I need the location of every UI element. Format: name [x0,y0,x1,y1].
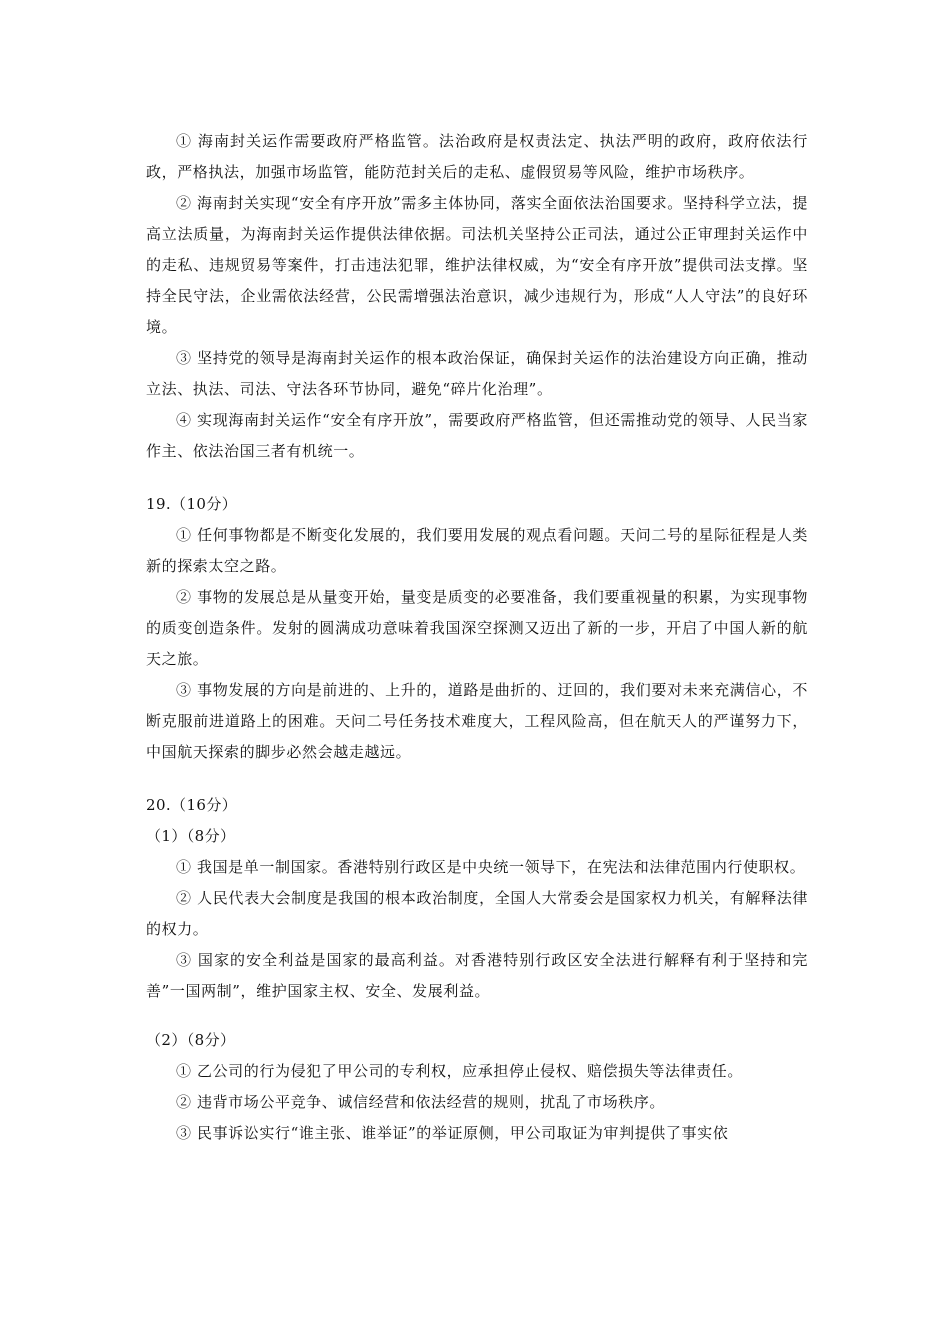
answer-paragraph: ② 事物的发展总是从量变开始，量变是质变的必要准备，我们要重视量的积累，为实现事物的质变创造条件。发射的圆满成功意味着我国深空探测又迈出了新的一步，开启了中国人新的航天之旅。 [146,588,808,668]
document-page [146,126,808,1149]
answer-paragraph: ② 人民代表大会制度是我国的根本政治制度，全国人大常委会是国家权力机关，有解释法律的权力。 [146,889,808,938]
section-20 [146,790,808,1149]
question-heading: 19.（10分） [146,495,238,513]
answer-paragraph: ③ 事物发展的方向是前进的、上升的，道路是曲折的、迂回的，我们要对未来充满信心，不断克服前进道路上的困难。天问二号任务技术难度大，工程风险高，但在航天人的严谨努力下，中国航天探索的脚步必然会越走越远。 [146,681,808,761]
answer-paragraph: ① 我国是单一制国家。香港特别行政区是中央统一领导下，在宪法和法律范围内行使职权。 [176,858,806,876]
answer-paragraph: ③ 坚持党的领导是海南封关运作的根本政治保证，确保封关运作的法治建设方向正确，推动立法、执法、司法、守法各环节协同，避免“碎片化治理”。 [146,349,808,398]
answer-paragraph: ③ 国家的安全利益是国家的最高利益。对香港特别行政区安全法进行解释有利于坚持和完善”一国两制”，维护国家主权、安全、发展利益。 [146,951,808,1000]
answer-paragraph: ② 违背市场公平竞争、诚信经营和依法经营的规则，扰乱了市场秩序。 [176,1093,665,1111]
sub-question-heading: （1）（8分） [146,827,236,845]
section-18-answers [146,126,808,467]
answer-paragraph: ① 乙公司的行为侵犯了甲公司的专利权，应承担停止侵权、赔偿损失等法律责任。 [176,1062,743,1080]
sub-question-heading: （2）（8分） [146,1031,236,1049]
section-19 [146,489,808,768]
answer-paragraph: ④ 实现海南封关运作“安全有序开放”，需要政府严格监管，但还需推动党的领导、人民当家作主、依法治国三者有机统一。 [146,411,808,460]
answer-paragraph: ① 任何事物都是不断变化发展的，我们要用发展的观点看问题。天问二号的星际征程是人类新的探索太空之路。 [146,526,808,575]
answer-paragraph: ③ 民事诉讼实行“谁主张、谁举证”的举证原侧，甲公司取证为审判提供了事实依 [176,1124,729,1142]
question-heading: 20.（16分） [146,796,238,814]
answer-paragraph: ② 海南封关实现“安全有序开放”需多主体协同，落实全面依法治国要求。坚持科学立法，提高立法质量，为海南封关运作提供法律依据。司法机关坚持公正司法，通过公正审理封关运作中的走私、违规贸易等案件，打击违法犯罪，维护法律权威，为“安全有序开放”提供司法支撑。坚持全民守法，企业需依法经营，公民需增强法治意识，减少违规行为，形成“人人守法”的良好环境。 [146,194,808,336]
answer-paragraph: ① 海南封关运作需要政府严格监管。法治政府是权责法定、执法严明的政府，政府依法行政，严格执法，加强市场监管，能防范封关后的走私、虚假贸易等风险，维护市场秩序。 [146,132,808,181]
